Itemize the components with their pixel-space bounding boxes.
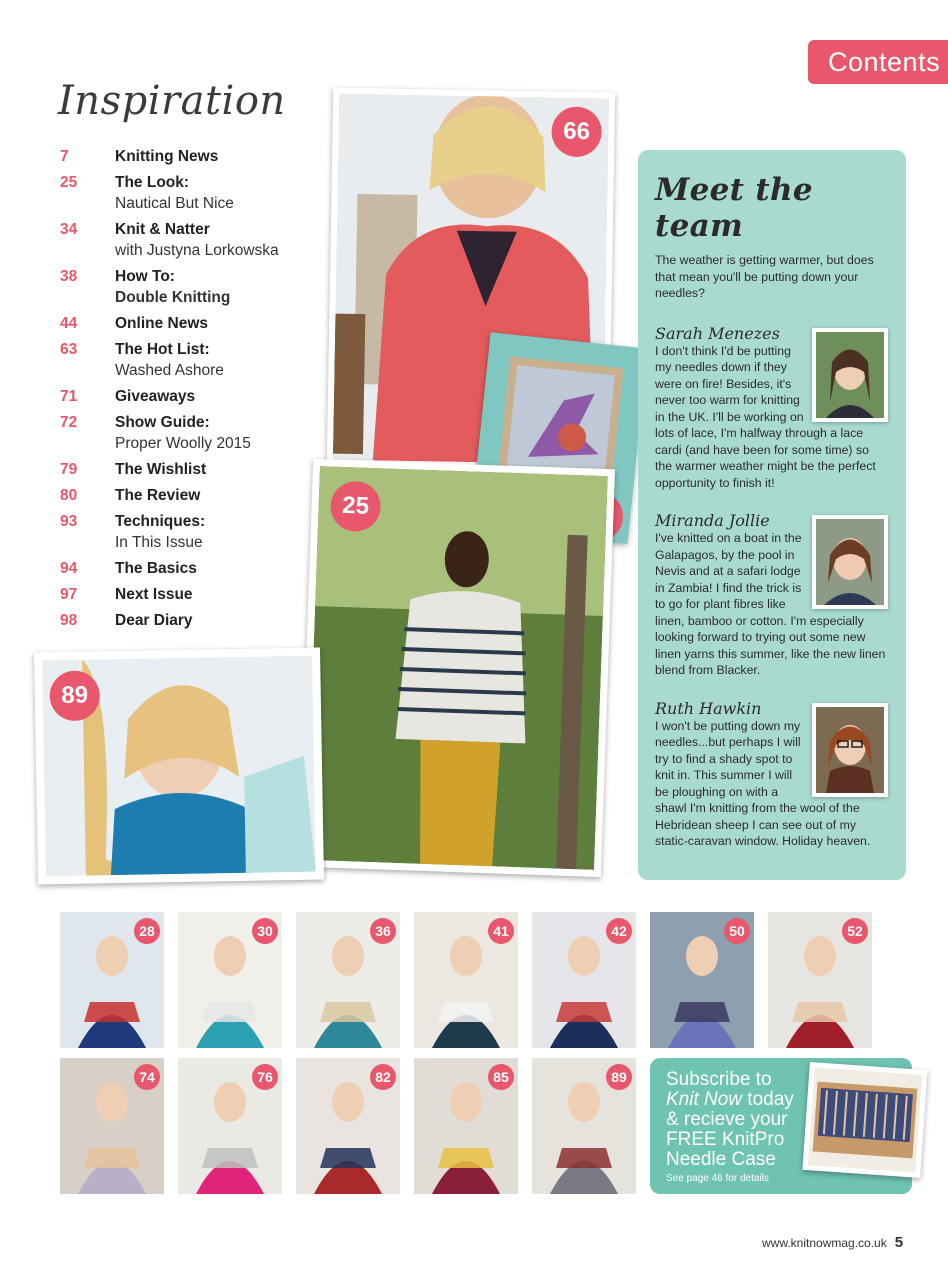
subscribe-details: See page 46 for details [666,1173,769,1184]
toc-entry[interactable] [60,511,330,553]
toc-title: The Look: [115,174,190,191]
magazine-name: Knit Now [666,1089,743,1110]
subscribe-line-4: FREE KnitPro [666,1129,785,1150]
toc-title: The Review [115,487,201,504]
toc-page-number: 38 [60,268,78,285]
team-member-sarah [655,324,888,492]
toc-title: Next Issue [115,586,193,603]
toc-title: Show Guide: [115,414,210,431]
toc-text [115,313,208,334]
page-badge: 82 [370,1064,396,1090]
page-badge: 52 [842,918,868,944]
toc-text [115,266,230,308]
toc-title: The Wishlist [115,461,207,478]
toc-page-number: 79 [60,461,78,478]
toc-title: The Hot List: [115,341,210,358]
pattern-thumbnail[interactable] [532,1058,636,1194]
toc-text [115,172,234,214]
cowl-photo[interactable] [34,648,324,885]
member-bio: I don't think I'd be putting my needles down if they were on fire! Besides, it's never too warm for knitting in the UK. I'll be working on lots of lace, I'm halfway through a lace cardi (and have been for some time) so the warmer weather might be the perfect opportunity to finish it! [655,343,876,490]
miranda-portrait-image [816,519,884,605]
toc-subtitle: with Justyna Lorkowska [115,242,279,259]
pattern-thumbnail[interactable] [532,912,636,1048]
toc-title: Giveaways [115,388,196,405]
pattern-thumbnail[interactable] [768,912,872,1048]
subscribe-line-3: & recieve your [666,1109,788,1130]
toc-title: Knitting News [115,148,219,165]
sarah-portrait-image [816,332,884,418]
pattern-thumbnail[interactable] [60,912,164,1048]
jumper-photo[interactable] [299,459,615,877]
page-badge: 89 [606,1064,632,1090]
toc-text [115,146,218,167]
page-footer [762,1234,903,1251]
toc-page-number: 98 [60,612,78,629]
website-url[interactable]: www.knitnowmag.co.uk [762,1236,887,1250]
meet-the-team-panel [638,150,906,880]
toc-page-number: 72 [60,414,78,431]
member-name: Sarah Menezes [655,323,780,343]
subscribe-line-1: Subscribe to [666,1069,772,1090]
needle-case-photo [802,1062,927,1178]
toc-page-number: 94 [60,560,78,577]
pattern-thumbnail[interactable] [60,1058,164,1194]
pattern-thumbnail[interactable] [414,912,518,1048]
toc-title: Techniques: [115,513,206,530]
team-intro: The weather is getting warmer, but does that mean you'll be putting down your needles? [655,253,874,300]
toc-entry[interactable] [60,146,330,167]
toc-subtitle: Proper Woolly 2015 [115,435,251,452]
toc-entry[interactable] [60,386,330,407]
toc-page-number: 71 [60,388,78,405]
contents-tab: Contents [808,40,948,84]
inspiration-heading: Inspiration [58,78,286,124]
page-badge: 30 [252,918,278,944]
ruth-portrait-image [816,707,884,793]
toc-page-number: 25 [60,174,78,191]
pattern-thumbnail[interactable] [296,912,400,1048]
toc-subtitle: In This Issue [115,534,203,551]
toc-subtitle: Nautical But Nice [115,195,234,212]
toc-entry[interactable] [60,485,330,506]
page-badge-25: 25 [333,484,379,530]
toc-text [115,339,224,381]
team-member-ruth [655,699,888,850]
toc-entry[interactable] [60,313,330,334]
toc-text [115,485,200,506]
toc-text [115,459,206,480]
pattern-thumbnail[interactable] [178,1058,282,1194]
toc-title: Dear Diary [115,612,193,629]
toc-page-number: 7 [60,148,69,165]
page-badge-89: 89 [52,673,97,718]
toc-text [115,558,197,579]
toc-entry[interactable] [60,339,330,381]
toc-page-number: 44 [60,315,78,332]
toc-entry[interactable] [60,558,330,579]
table-of-contents [60,146,330,636]
needle-case-image [808,1067,923,1172]
subscribe-line-2-rest: today [742,1089,794,1110]
toc-title: Online News [115,315,209,332]
toc-subtitle: Washed Ashore [115,362,224,379]
toc-page-number: 80 [60,487,78,504]
page-badge-66: 66 [554,109,599,154]
avatar [812,515,888,609]
toc-title: The Basics [115,560,197,577]
toc-text [115,219,279,261]
toc-title: Knit & Natter [115,221,210,238]
toc-entry[interactable] [60,459,330,480]
toc-page-number: 97 [60,586,78,603]
toc-text [115,412,251,454]
page-badge: 74 [134,1064,160,1090]
toc-entry[interactable] [60,412,330,454]
page-badge: 42 [606,918,632,944]
toc-page-number: 93 [60,513,78,530]
toc-entry[interactable] [60,584,330,605]
page-badge: 76 [252,1064,278,1090]
toc-entry[interactable] [60,266,330,308]
toc-entry[interactable] [60,172,330,214]
page-badge: 85 [488,1064,514,1090]
pattern-thumbnail[interactable] [178,912,282,1048]
toc-text [115,386,195,407]
member-bio: I won't be putting down my needles...but perhaps I will try to find a shady spot to knit in. This summer I will be ploughing on with a shawl I'm knitting from the wool of the Hebridean sheep I can see out of my static-caravan window. Holiday heaven. [655,718,871,848]
avatar [812,703,888,797]
subscribe-line-5: Needle Case [666,1149,776,1170]
toc-text [115,584,193,605]
toc-text [115,610,193,631]
page-badge: 50 [724,918,750,944]
page-number: 5 [894,1234,904,1251]
page-badge: 41 [488,918,514,944]
page-badge: 28 [134,918,160,944]
avatar [812,328,888,422]
member-bio: I've knitted on a boat in the Galapagos, by the pool in Nevis and at a safari lodge in Zambia! I find the trick is to go for plant fibres like linen, bamboo or cotton. I'm especially looking forward to trying out some new linen yarns this summer, like the new linen blend from Blacker. [655,531,886,677]
toc-entry[interactable] [60,219,330,261]
toc-page-number: 34 [60,221,78,238]
toc-title: How To: [115,268,175,285]
team-heading: Meet the team [655,172,813,244]
toc-entry[interactable] [60,610,330,631]
member-name: Miranda Jollie [655,511,770,530]
pattern-thumbnail[interactable] [296,1058,400,1194]
team-member-miranda [655,511,888,679]
toc-text [115,511,205,553]
toc-page-number: 63 [60,341,78,358]
pattern-thumbnail[interactable] [650,912,754,1048]
page-badge: 36 [370,918,396,944]
pattern-thumbnail[interactable] [414,1058,518,1194]
toc-subtitle: Double Knitting [115,289,231,306]
member-name: Ruth Hawkin [655,698,762,718]
